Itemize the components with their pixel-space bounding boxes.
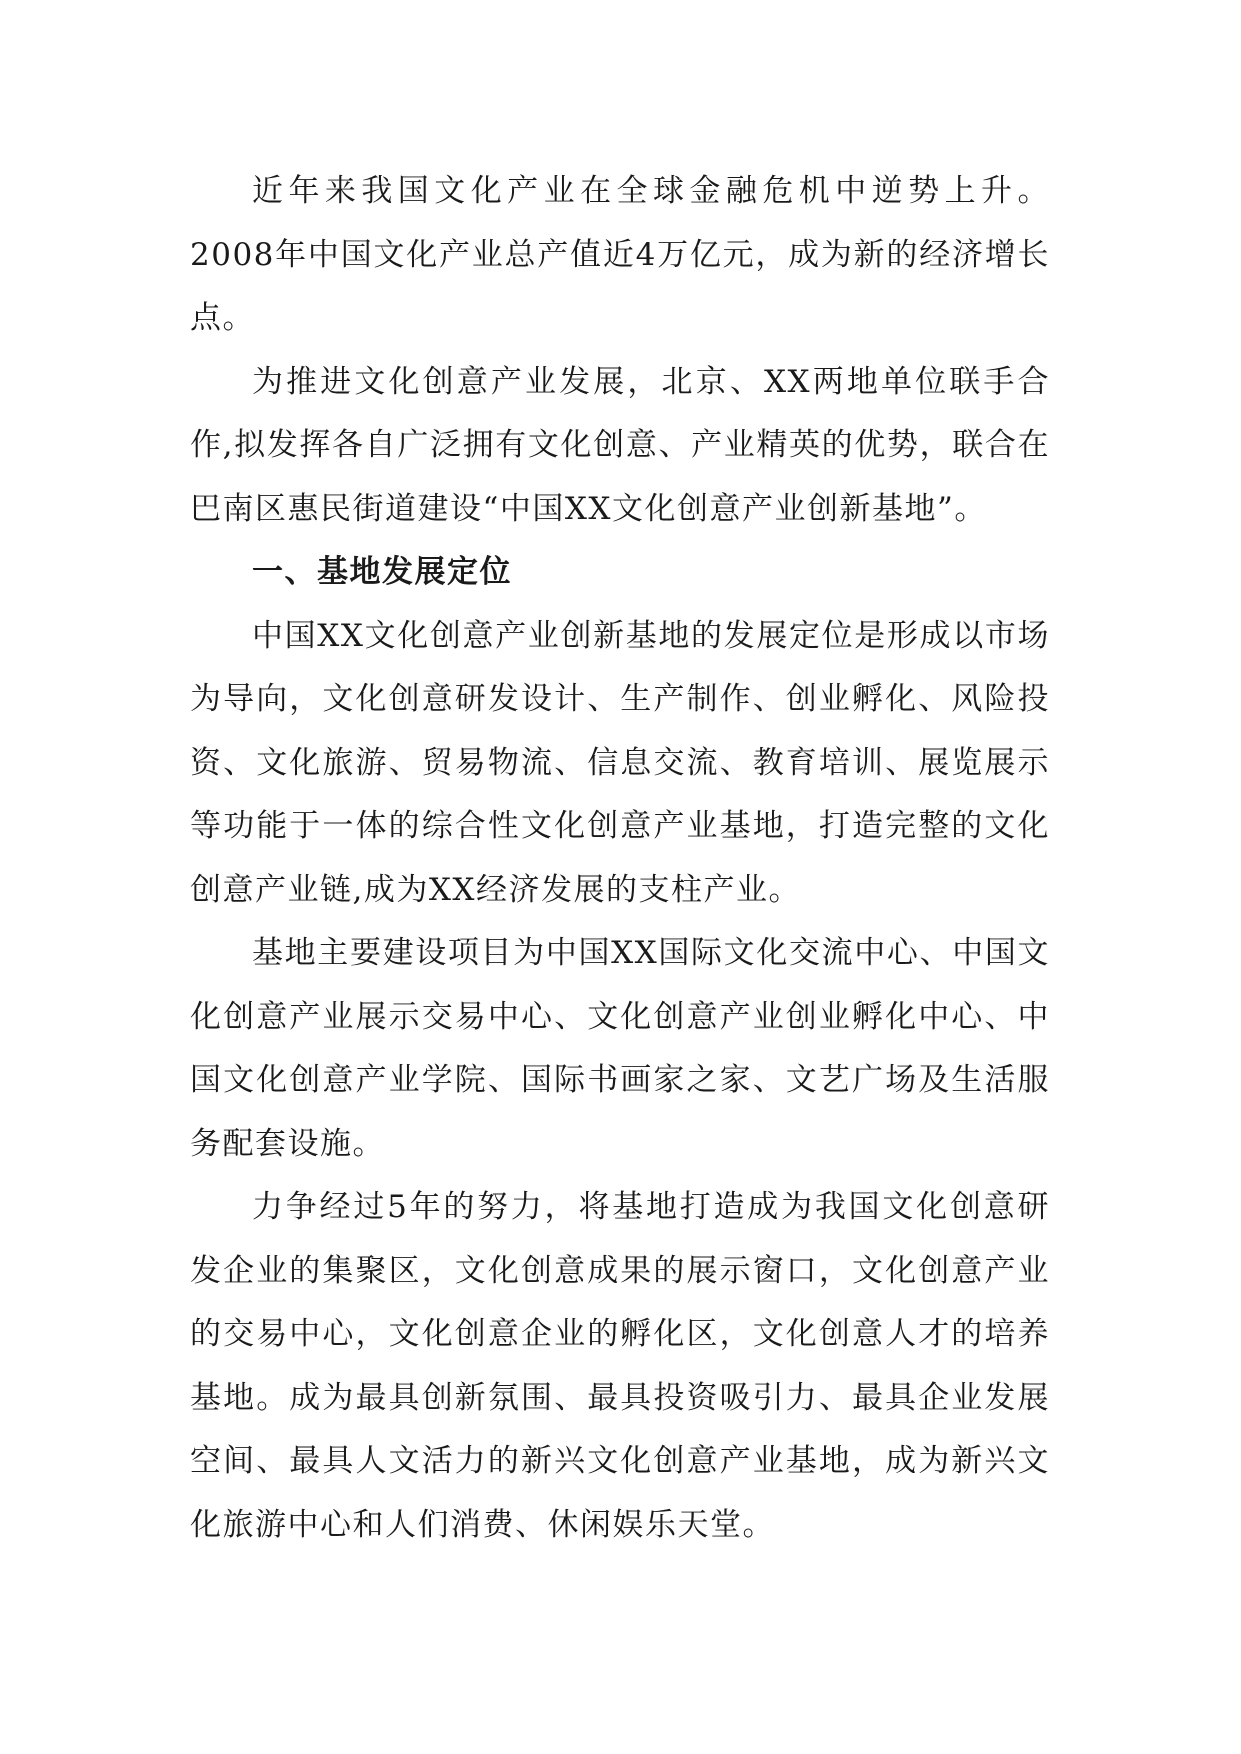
section-heading: 一、基地发展定位 bbox=[252, 554, 512, 590]
section-paragraph-3: 力争经过5年的努力，将基地打造成为我国文化创意研发企业的集聚区，文化创意成果的展示窗口，文化创意产业的交易中心，文化创意企业的孵化区，文化创意人才的培养基地。成为最具创新氛围、最具投资吸引力、最具企业发展空间、最具人文活力的新兴文化创意产业基地，成为新兴文化旅游中心和人们消费、休闲娱乐天堂。 bbox=[190, 1189, 1050, 1543]
document-page bbox=[190, 160, 1050, 1557]
section-paragraph-2: 基地主要建设项目为中国XX国际文化交流中心、中国文化创意产业展示交易中心、文化创意产业创业孵化中心、中国文化创意产业学院、国际书画家之家、文艺广场及生活服务配套设施。 bbox=[190, 935, 1050, 1162]
intro-paragraph-2: 为推进文化创意产业发展，北京、XX两地单位联手合作,拟发挥各自广泛拥有文化创意、产业精英的优势，联合在巴南区惠民街道建设“中国XX文化创意产业创新基地”。 bbox=[190, 363, 1050, 527]
intro-paragraph-1: 近年来我国文化产业在全球金融危机中逆势上升。2008年中国文化产业总产值近4万亿元，成为新的经济增长点。 bbox=[190, 173, 1050, 336]
section-paragraph-1: 中国XX文化创意产业创新基地的发展定位是形成以市场为导向，文化创意研发设计、生产制作、创业孵化、风险投资、文化旅游、贸易物流、信息交流、教育培训、展览展示等功能于一体的综合性文化创意产业基地，打造完整的文化创意产业链,成为XX经济发展的支柱产业。 bbox=[190, 617, 1050, 908]
